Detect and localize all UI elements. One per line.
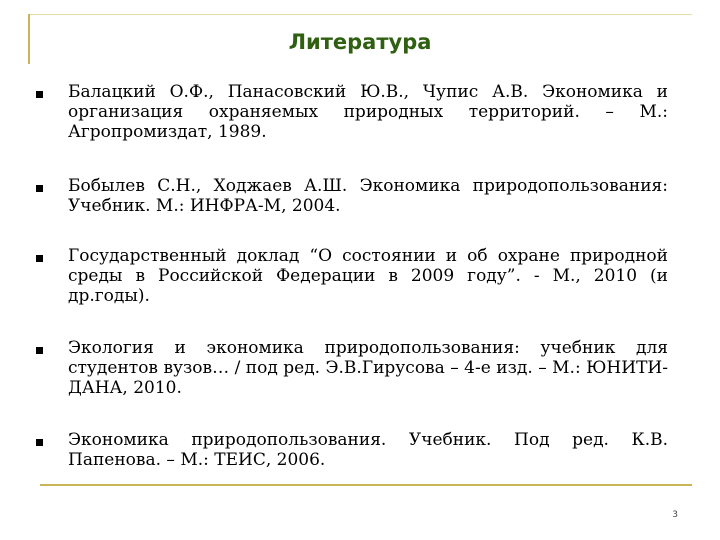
slide-title: Литература xyxy=(288,30,432,54)
reference-text: Балацкий О.Ф., Панасовский Ю.В., Чупис А.В. Экономика и организация охраняемых природных территорий. – М.: Агропромиздат, 1989. xyxy=(68,82,668,142)
bullet-square-icon xyxy=(36,185,43,192)
bullet-square-icon xyxy=(36,255,43,262)
bullet-square-icon xyxy=(36,347,43,354)
bullet-square-icon xyxy=(36,439,43,446)
bullet-square-icon xyxy=(36,91,43,98)
bottom-rule xyxy=(40,484,692,486)
page-number: 3 xyxy=(672,510,678,520)
reference-text: Экология и экономика природопользования: учебник для студентов вузов… / под ред. Э.В.Гирусова – 4-е изд. – М.: ЮНИТИ-ДАНА, 2010. xyxy=(68,338,668,398)
reference-text: Экономика природопользования. Учебник. Под ред. К.В. Папенова. – М.: ТЕИС, 2006. xyxy=(68,430,668,470)
top-rule xyxy=(28,14,692,15)
reference-text: Бобылев С.Н., Ходжаев А.Ш. Экономика природопользования: Учебник. М.: ИНФРА-М, 2004. xyxy=(68,176,668,216)
reference-text: Государственный доклад “О состоянии и об охране природной среды в Российской Федерации в 2009 году”. - М., 2010 (и др.годы). xyxy=(68,246,668,306)
